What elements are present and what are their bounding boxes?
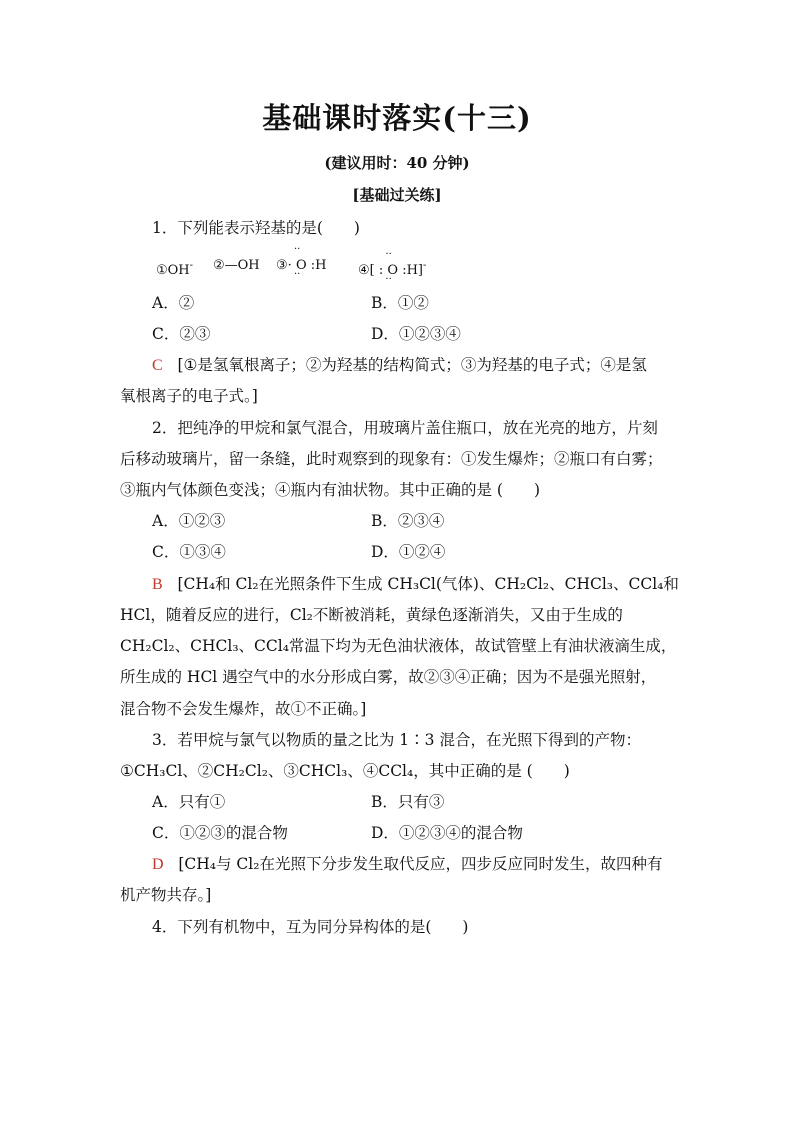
time-suggestion: (建议用时：40 分钟) — [324, 154, 470, 172]
q2-stem-line2: 后移动玻璃片，留一条缝，此时观察到的现象有：①发生爆炸；②瓶口有白雾； — [120, 450, 663, 468]
q1-explanation-line1: C [①是氢氧根离子；②为羟基的结构简式；③为羟基的电子式；④是氢 — [152, 356, 647, 374]
q2-stem-line3: ③瓶内气体颜色变浅；④瓶内有油状物。其中正确的是 ( ) — [120, 481, 541, 499]
lone-pair-upper: ·· — [293, 244, 301, 255]
q3-option-d: D．①②③④的混合物 — [371, 824, 523, 842]
q2-option-a: A．①②③ — [152, 512, 226, 530]
q1-formula-2: ②—OH — [213, 258, 260, 273]
q1-option-b: B．①② — [371, 294, 429, 312]
q2-option-c: C．①③④ — [152, 543, 226, 561]
q2-stem-line1: 2．把纯净的甲烷和氯气混合，用玻璃片盖住瓶口，放在光亮的地方，片刻 — [152, 419, 658, 437]
q1-formula-1: ①OH- — [156, 260, 194, 278]
q1-option-d: D．①②③④ — [371, 325, 461, 343]
q1-explanation-line2: 氧根离子的电子式。] — [120, 387, 258, 405]
lone-pair-lower: ·· — [293, 269, 301, 280]
q3-option-c: C．①②③的混合物 — [152, 824, 288, 842]
q3-explanation-line1: D [CH₄与 Cl₂在光照下分步发生取代反应，四步反应同时发生，故四种有 — [152, 855, 663, 873]
section-heading: [基础过关练] — [352, 186, 442, 204]
page-title: 基础课时落实(十三) — [262, 101, 532, 135]
q2-answer-letter: B — [152, 576, 163, 593]
q4-stem: 4．下列有机物中，互为同分异构体的是( ) — [152, 918, 469, 936]
q2-option-b: B．②③④ — [371, 512, 445, 530]
q1-option-a: A．② — [152, 294, 195, 312]
q1-formula-3: ③· ·· O ·· :H — [276, 244, 327, 280]
q1-answer-letter: C — [152, 357, 163, 374]
q2-explanation-line5: 混合物不会发生爆炸，故①不正确。] — [120, 700, 367, 718]
q3-stem-line2: ①CH₃Cl、②CH₂Cl₂、③CHCl₃、④CCl₄，其中正确的是 ( ) — [120, 762, 570, 780]
q3-option-b: B．只有③ — [371, 793, 445, 811]
q2-explanation-line1: B [CH₄和 Cl₂在光照条件下生成 CH₃Cl(气体)、CH₂Cl₂、CHCl₃、CCl₄和 — [152, 575, 679, 593]
q3-answer-letter: D — [152, 856, 164, 873]
q2-explanation-line4: 所生成的 HCl 遇空气中的水分形成白雾，故②③④正确；因为不是强光照射， — [120, 668, 657, 686]
q1-formula-4: ④[ : ·· O ·· :H]- — [358, 249, 427, 285]
q3-option-a: A．只有① — [152, 793, 226, 811]
q2-option-d: D．①②④ — [371, 543, 446, 561]
q2-explanation-line3: CH₂Cl₂、CHCl₃、CCl₄常温下均为无色油状液体，故试管壁上有油状液滴生成， — [120, 637, 677, 655]
q3-stem-line1: 3．若甲烷与氯气以物质的量之比为 1∶3 混合，在光照下得到的产物： — [152, 731, 641, 749]
lone-pair-upper: ·· — [385, 249, 392, 260]
q1-option-c: C．②③ — [152, 325, 211, 343]
q2-explanation-line2: HCl，随着反应的进行，Cl₂不断被消耗，黄绿色逐渐消失，又由于生成的 — [120, 606, 623, 624]
q3-explanation-line2: 机产物共存。] — [120, 886, 212, 904]
lone-pair-lower: ·· — [385, 274, 392, 285]
q1-stem: 1．下列能表示羟基的是( ) — [152, 219, 360, 237]
